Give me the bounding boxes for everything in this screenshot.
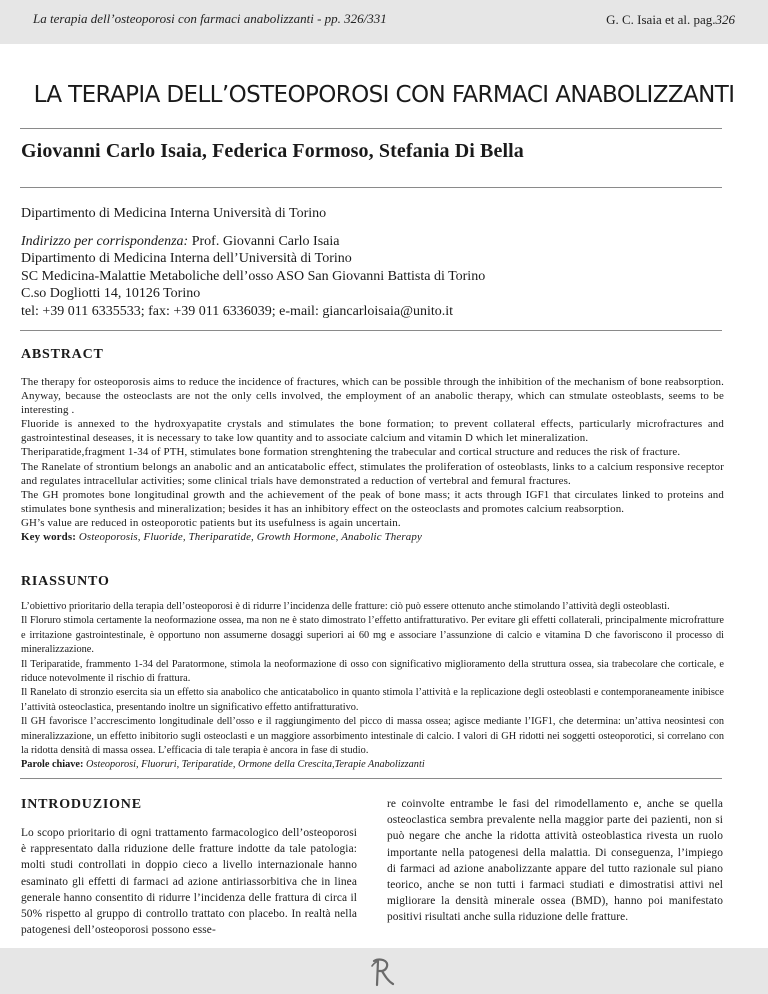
correspondence-name: Prof. Giovanni Carlo Isaia [188,233,340,249]
abstract-keywords [21,530,724,544]
running-title: La terapia dell’osteoporosi con farmaci anabolizzanti - pp. 326/331 [33,11,387,26]
paper-title: LA TERAPIA DELL’OSTEOPOROSI CON FARMACI ANABOLIZZANTI [33,82,735,108]
abstract-paragraph: The therapy for osteoporosis aims to reduce the incidence of fractures, which can be possible through the inhibition of the mechanism of bone reabsorption. Anyway, because the osteoclasts are not the only cells involved, the employment of an anabolic therapy, which can stmulate osteoblasts, seems to be interesting . [21,376,724,417]
intro-right-column: re coinvolte entrambe le fasi del rimodellamento e, anche se quella osteoclastica sembra prevalente nella maggior parte dei pazienti, non si può negare che anche la ridotta attività osteoblastica rivesta un ruolo importante nella patogenesi della malattia. Di conseguenza, l’impiego di farmaci ad azione anabolizzante appare del tutto razionale sul piano teorico, anche se non tutti i farmaci studiati e dimostratisi attivi nel migliorare la densità minerale ossea (BMD), hanno poi manifestato positivi risultati anche sulla riduzione delle fratture. [387,798,723,924]
authors-rule [20,187,722,188]
abstract-paragraph: Theriparatide,fragment 1-34 of PTH, stimulates bone formation strenghtening the trabecular and cortical structure and reduces the risk of fracture. [21,446,681,459]
contact-line: tel: +39 011 6335533; fax: +39 011 6336039; e-mail: giancarloisaia@unito.it [21,303,454,319]
abstract-paragraph: The Ranelate of strontium belongs an anabolic and an anticatabolic effect, stimulates the proliferation of osteoblasts, links to a calcium responsive receptor and regulates intracellular activities; some clinical trials have demonstrated a reduction of vertebral and femural fractures. [21,460,724,487]
correspondence-line [21,233,721,251]
riassunto-paragraph: Il GH favorisce l’accrescimento longitudinale dell’osso e il raggiungimento del picco di massa ossea; agisce mediante l’IGF1, che determina: un’attiva neosintesi con mineralizzazione, un effetto inibitorio sugli osteoclasti e un maggiore assorbimento intestinale di calcio. I valori di GH ridotti nei soggetti osteoporotici, si correlano con la ridotta densità di massa ossea. L’efficacia di tale terapia è ancora in fase di studio. [21,716,724,757]
page-number: 326 [715,12,735,27]
riassunto-paragraph: L’obiettivo prioritario della terapia dell’osteoporosi è di ridurre l’incidenza delle fratture: ciò può essere ottenuto anche stimolando l’attività degli osteoblasti. [21,601,670,612]
department: Dipartimento di Medicina Interna Università di Torino [21,206,327,221]
abstract-body [21,375,724,544]
keywords-list: Osteoporosis, Fluoride, Theriparatide, Growth Hormone, Anabolic Therapy [76,531,422,544]
riassunto-body [21,600,724,773]
abstract-paragraph: GH’s value are reduced in osteoporotic patients but its usefulness is again uncertain. [21,516,401,529]
keywords-label: Key words: [21,531,77,544]
parole-chiave-list: Osteoporosi, Fluoruri, Teriparatide, Ormone della Crescita,Terapie Anabolizzanti [83,759,425,771]
riassunto-heading: RIASSUNTO [21,574,110,589]
abstract-paragraph: The GH promotes bone longitudinal growth and the achievement of the peak of bone mass; it acts through IGF1 that circulates linked to proteins and stimulates bone synthesis and mineralization; besides it has an inhibitory effect on the osteoclasts and promotes calcium reabsorption. [21,488,724,515]
parole-chiave-label: Parole chiave: [21,759,84,771]
address-line-3: C.so Dogliotti 14, 10126 Torino [21,286,201,301]
abstract-paragraph: Fluoride is annexed to the hydroxyapatite crystals and stimulates the bone formation; to prevent collateral effects, particularly microfractures and gastrointestinal deseases, it is necessary to take low quantity and to associate calcium and vitamin D which let mineralization. [21,418,724,445]
abstract-heading: ABSTRACT [21,347,104,362]
running-authors: G. C. Isaia et al. pag. [606,12,716,27]
riassunto-paragraph: Il Ranelato di stronzio esercita sia un effetto sia anabolico che anticatabolico in quanto stimola l’attività e la replicazione degli osteoblasti e contemporaneamente inibisce l’attività osteoclastica, presentando inoltre un significativo effetto antifratturativo. [21,687,724,713]
running-authors-page [606,12,735,28]
affiliation-rule [20,330,722,331]
riassunto-paragraph: Il Teriparatide, frammento 1-34 del Paratormone, stimola la neoformazione di osso con significativo miglioramento della struttura ossea, sia trabecolare che corticale, e riduce notevolmente il rischio di frattura. [21,658,724,685]
riassunto-keywords [21,758,724,772]
intro-left-column: Lo scopo prioritario di ogni trattamento farmacologico dell’osteoporosi è rappresentato dalla riduzione delle fratture indotte da tale patologia: molti studi controllati in doppio cieco a livello internazionale hanno esaminato gli effetti di farmaci ad azione antiriassorbitiva che in linea generale hanno consentito di ridurre l’incidenza delle frattura di circa il 50% rispetto al gruppo di controllo trattato con placebo. In realtà nella patogenesi dell’osteoporosi possono esse- [21,827,357,937]
running-header [0,0,768,44]
author-list: Giovanni Carlo Isaia, Federica Formoso, Stefania Di Bella [21,140,524,162]
intro-heading: INTRODUZIONE [21,797,142,812]
riassunto-rule [20,778,722,779]
title-rule [20,128,722,129]
journal-r-logo-icon [363,952,403,992]
riassunto-paragraph: Il Floruro stimola certamente la neoformazione ossea, ma non ne è stato dimostrato l’effetto antifratturativo. Per evitare gli effetti collaterali, principalmente microfratture e irritazione gastrointestinale, è opportuno non assumerne dosaggi superiori ai 60 mg e associare l’assunzione di calcio e vitamina D che favoriscono il processo di mineralizzazione. [21,615,724,656]
correspondence-label: Indirizzo per corrispondenza: [21,233,189,249]
affiliation-block [21,205,721,320]
address-line-1: Dipartimento di Medicina Interna dell’Università di Torino [21,251,352,266]
address-line-2: SC Medicina-Malattie Metaboliche dell’osso ASO San Giovanni Battista di Torino [21,268,486,284]
